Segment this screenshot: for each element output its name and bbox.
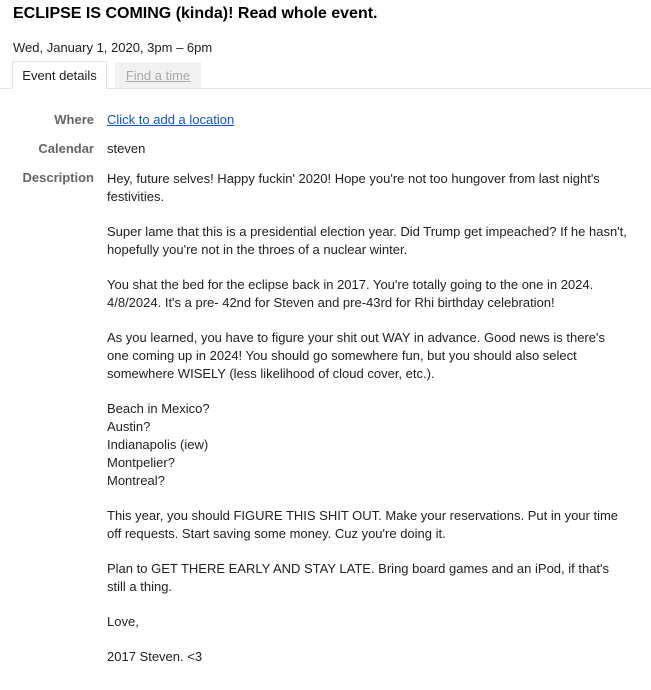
tab-bar [0,61,651,89]
place-item: Beach in Mexico? [107,401,210,416]
place-item: Montpelier? [107,455,175,470]
description-paragraph: Plan to GET THERE EARLY AND STAY LATE. Bring board games and an iPod, if that's still a thing. [107,561,610,594]
description-paragraph: Hey, future selves! Happy fuckin' 2020! Hope you're not too hungover from last night's festivities. [107,171,600,204]
description-paragraph: As you learned, you have to figure your shit out WAY in advance. Good news is there's one coming up in 2024! You should go somewhere fun, but you should also select somewhere WISELY (less likelihood of cloud cover, etc.). [107,330,605,381]
description-signature: 2017 Steven. <3 [107,649,203,664]
where-label: Where [54,112,94,127]
calendar-label: Calendar [38,141,94,156]
description-paragraph: Super lame that this is a presidential election year. Did Trump get impeached? If he hasn't, hopefully you're not in the throes of a nuclear winter. [107,224,627,257]
event-title: ECLIPSE IS COMING (kinda)! Read whole event. [13,5,378,22]
description-places-list [107,400,637,490]
description-paragraph: You shat the bed for the eclipse back in 2017. You're totally going to the one in 2024. 4/8/2024. It's a pre- 42nd for Steven and pre-43rd for Rhi birthday celebration! [107,277,594,310]
tab-event-details[interactable]: Event details [12,61,107,89]
add-location-link[interactable]: Click to add a location [107,112,235,127]
place-item: Montreal? [107,473,165,488]
description-closing: Love, [107,614,139,629]
event-datetime: Wed, January 1, 2020, 3pm – 6pm [13,40,213,55]
place-item: Indianapolis (iew) [107,437,209,452]
description-paragraph: This year, you should FIGURE THIS SHIT OUT. Make your reservations. Put in your time off requests. Start saving some money. Cuz you're doing it. [107,508,619,541]
place-item: Austin? [107,419,151,434]
event-description [107,170,637,683]
calendar-value: steven [107,141,146,156]
description-label: Description [22,170,94,185]
tab-find-a-time[interactable]: Find a time [115,62,201,88]
